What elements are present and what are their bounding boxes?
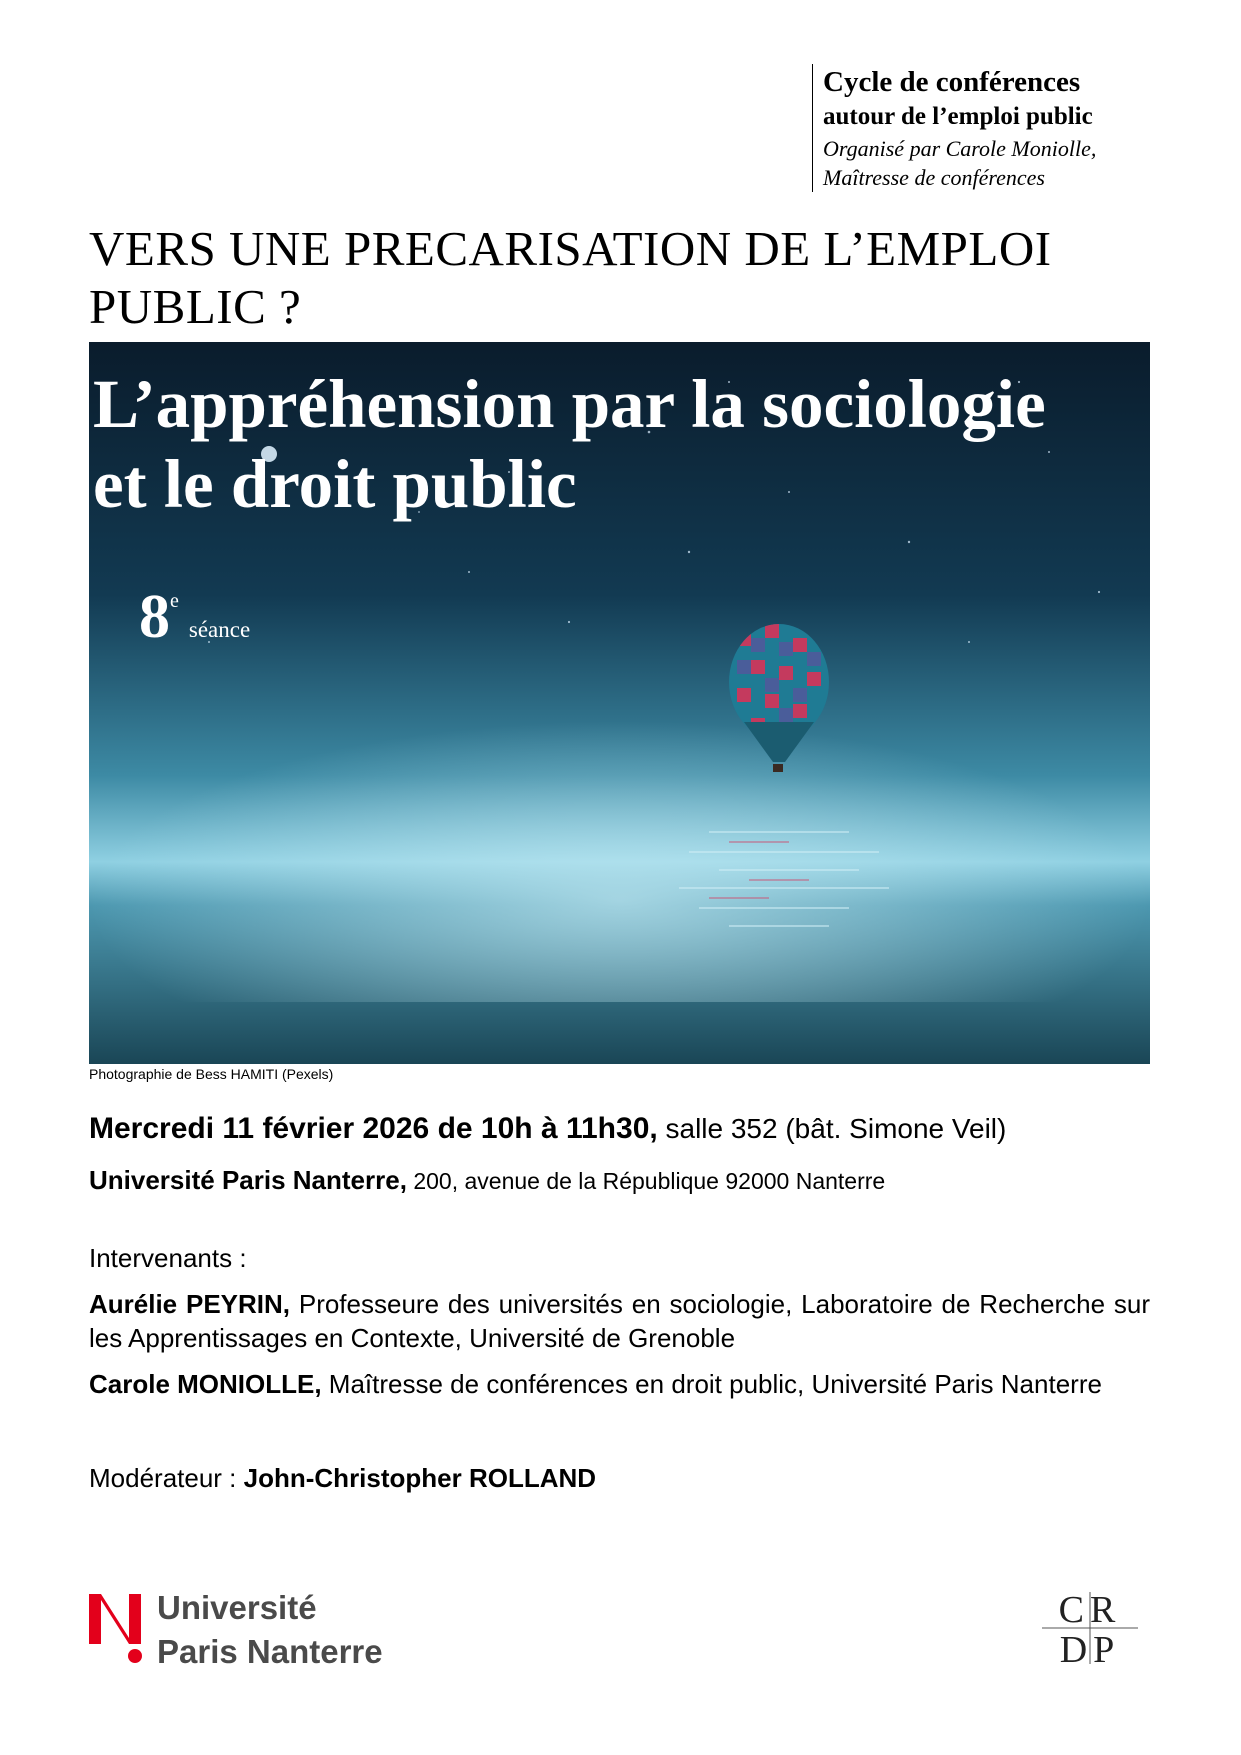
session-word: séance [188,617,251,642]
session-suffix: e [170,590,179,612]
university-logo [89,1586,383,1671]
hero-line-1: L’appréhension par la sociologie [93,366,1046,442]
speaker-2-name: Carole MONIOLLE, [89,1369,322,1399]
university-name-line-2: Paris Nanterre [157,1633,383,1670]
cycle-organizer: Organisé par Carole Moniolle, [823,136,1097,161]
event-address: 200, avenue de la République 92000 Nanterre [406,1168,886,1194]
speakers-intro: Intervenants : [89,1243,247,1273]
cycle-title: Cycle de conférences [823,66,1081,98]
cycle-box [812,64,1096,192]
speaker-1 [89,1287,1150,1355]
speaker-1-name: Aurélie PEYRIN, [89,1289,291,1319]
hero-line-2: et le droit public [93,446,577,522]
page-title: VERS UNE PRECARISATION DE L’EMPLOI PUBLIC ? [89,221,1052,334]
hero-image [89,342,1150,1064]
event-university: Université Paris Nanterre, [89,1165,407,1195]
university-name [157,1586,383,1674]
speaker-2 [89,1367,1150,1401]
moderator [89,1463,596,1494]
crdp-logo [1040,1590,1140,1671]
event-room: salle 352 (bât. Simone Veil) [657,1113,1007,1144]
speaker-1-description: Professeure des universités en sociologie, Laboratoire de Recherche sur les Apprentissages en Contexte, Université de Grenoble [89,1289,1150,1353]
crdp-bottom-letters: DP [1059,1629,1121,1666]
crdp-top-letters: CR [1058,1590,1122,1631]
event-place [89,1165,885,1196]
university-name-line-1: Université [157,1589,317,1626]
nanterre-logo-icon [89,1586,149,1666]
photo-credit: Photographie de Bess HAMITI (Pexels) [89,1066,334,1082]
session-number: 8 [139,583,170,651]
crdp-logo-icon [1040,1590,1140,1666]
moderator-label: Modérateur : [89,1463,244,1493]
event-date [89,1112,1006,1146]
cycle-subtitle: autour de l’emploi public [823,103,1093,130]
hero-subtitle [93,364,1046,524]
cycle-organizer-role: Maîtresse de conférences [823,165,1045,190]
moderator-name: John-Christopher ROLLAND [243,1463,597,1493]
event-date-bold: Mercredi 11 février 2026 de 10h à 11h30, [89,1112,658,1145]
session-label [139,582,250,653]
speaker-2-description: Maîtresse de conférences en droit public, Université Paris Nanterre [321,1369,1102,1399]
